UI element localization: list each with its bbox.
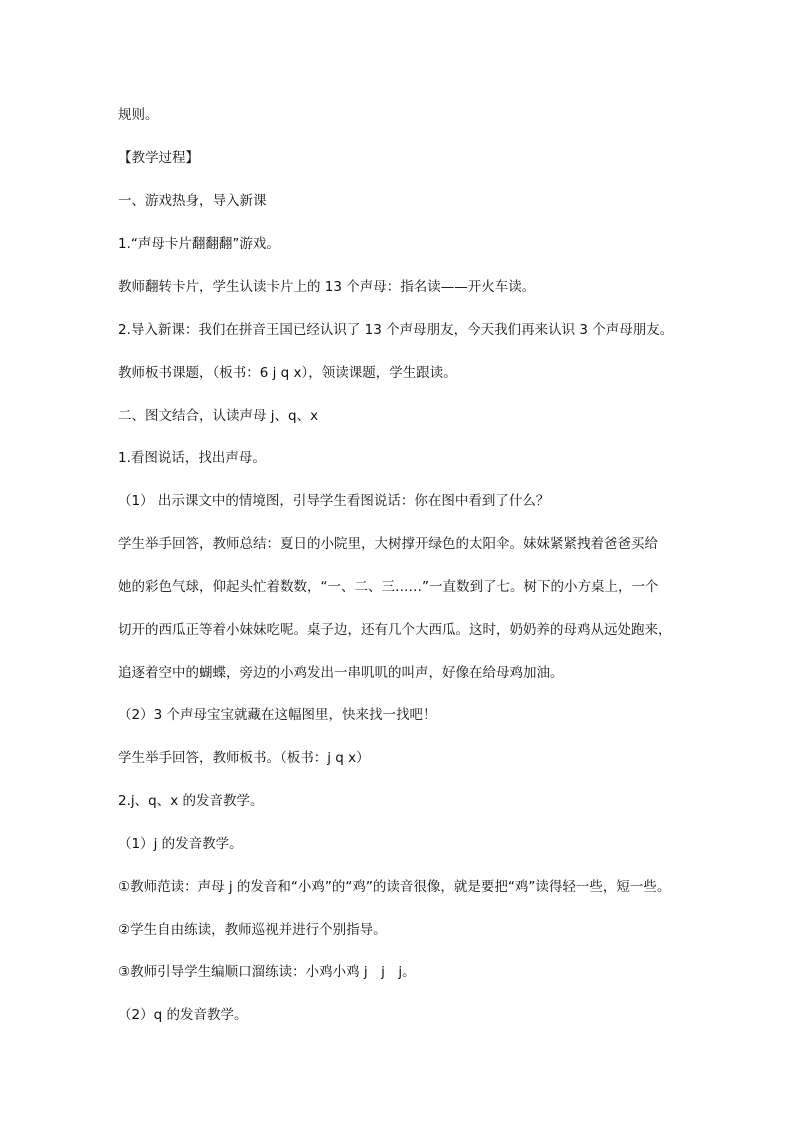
text-line: （2）3 个声母宝宝就藏在这幅图里，快来找一找吧！ [118, 707, 437, 723]
text-line: ①教师范读：声母 j 的发音和“小鸡”的“鸡”的读音很像，就是要把“鸡”读得轻一些，短一些。 [118, 879, 671, 895]
text-line: ③教师引导学生编顺口溜练读：小鸡小鸡 j j j。 [118, 964, 416, 980]
text-line: 切开的西瓜正等着小妹妹吃呢。桌子边，还有几个大西瓜。这时，奶奶养的母鸡从远处跑来， [118, 622, 672, 638]
text-line: 规则。 [118, 107, 159, 123]
text-line: （2）q 的发音教学。 [118, 1007, 248, 1023]
section-heading: 【教学过程】 [118, 150, 199, 166]
text-line: （1） 出示课文中的情境图，引导学生看图说话：你在图中看到了什么？ [118, 493, 550, 509]
text-line: 教师板书课题，（板书：6 j q x），领读课题，学生跟读。 [118, 365, 457, 381]
text-line: 1.看图说话，找出声母。 [118, 450, 266, 466]
text-line: 学生举手回答，教师板书。（板书：j q x） [118, 750, 370, 766]
text-line: ②学生自由练读，教师巡视并进行个别指导。 [118, 922, 387, 938]
text-line: （1）j 的发音教学。 [118, 836, 243, 852]
section-heading: 二、图文结合，认读声母 j、q、x [118, 408, 319, 424]
text-line: 追逐着空中的蝴蝶，旁边的小鸡发出一串叽叽的叫声，好像在给母鸡加油。 [118, 665, 564, 681]
text-line: 教师翻转卡片，学生认读卡片上的 13 个声母：指名读——开火车读。 [118, 279, 536, 295]
text-line: 1.“声母卡片翻翻翻”游戏。 [118, 236, 280, 252]
section-heading: 一、游戏热身，导入新课 [118, 193, 267, 209]
text-line: 她的彩色气球，仰起头忙着数数，“一、二、三……”一直数到了七。树下的小方桌上，一个 [118, 579, 659, 595]
text-line: 2.j、q、x 的发音教学。 [118, 793, 264, 809]
text-line: 2.导入新课：我们在拼音王国已经认识了 13 个声母朋友，今天我们再来认识 3 个声母朋友。 [118, 322, 674, 338]
text-line: 学生举手回答，教师总结：夏日的小院里，大树撑开绿色的太阳伞。妹妹紧紧拽着爸爸买给 [118, 536, 658, 552]
